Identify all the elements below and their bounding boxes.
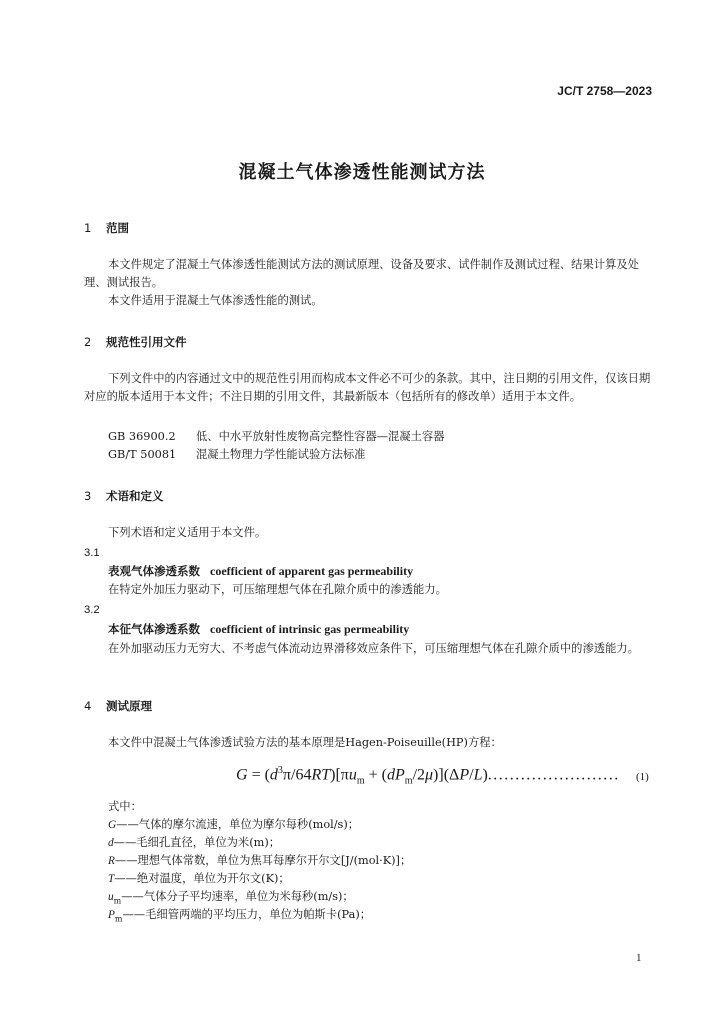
variable-definition <box>108 834 280 852</box>
variable-desc: ——毛细孔直径，单位为米(m)； <box>113 836 281 849</box>
section-title: 规范性引用文件 <box>106 335 187 349</box>
variable-desc: ——毛细管两端的平均压力，单位为帕斯卡(Pa)； <box>122 908 372 921</box>
terms-intro: 下列术语和定义适用于本文件。 <box>108 526 267 539</box>
document-title: 混凝土气体渗透性能测试方法 <box>238 162 486 183</box>
variable-definition <box>108 816 359 834</box>
term-en: coefficient of apparent gas permeability <box>210 564 414 578</box>
section-heading-3 <box>84 488 164 504</box>
variable-symbol: u <box>108 891 114 903</box>
variable-definition <box>108 870 290 888</box>
variable-symbol: G <box>108 819 117 831</box>
hp-equation: $G = (d^3\pi/64RT)[\pi u_m + (dP_m/2\mu)](\Delta P/L)$........................ <box>236 765 620 787</box>
variable-desc: ——气体的摩尔流速，单位为摩尔每秒(mol/s)； <box>116 818 360 831</box>
ref-code: GB/T 50081 <box>108 448 177 461</box>
term-title <box>108 563 413 579</box>
section-title: 测试原理 <box>106 699 152 713</box>
variable-definition <box>108 852 411 870</box>
variable-symbol: R <box>108 855 115 867</box>
ref-name: 低、中水平放射性废物高完整性容器—混凝土容器 <box>196 430 445 443</box>
section-title: 术语和定义 <box>106 489 164 503</box>
standard-number: JC/T 2758—2023 <box>557 84 652 98</box>
variable-desc: ——理想气体常数，单位为焦耳每摩尔开尔文[J/(mol·K)]； <box>114 854 412 867</box>
term-number: 3.2 <box>84 604 100 616</box>
variable-symbol: P <box>108 909 115 921</box>
where-label: 式中： <box>108 800 142 813</box>
ref-item-1 <box>108 428 445 446</box>
section-heading-4 <box>84 698 152 714</box>
term-zh: 表观气体渗透系数 <box>108 564 200 578</box>
section-heading-1 <box>84 220 129 236</box>
section-number: 1 <box>84 221 92 235</box>
section-heading-2 <box>84 334 187 350</box>
formula-number: (1) <box>636 771 649 783</box>
variable-subscript: m <box>114 914 123 924</box>
term-zh: 本征气体渗透系数 <box>108 622 200 636</box>
scope-paragraph-1: 本文件规定了混凝土气体渗透性能测试方法的测试原理、设备及要求、试件制作及测试过程、结果计算及处理、测试报告。 <box>84 258 639 289</box>
page-number: 1 <box>636 952 642 964</box>
ref-name: 混凝土物理力学性能试验方法标准 <box>196 448 366 461</box>
section-number: 2 <box>84 335 92 349</box>
scope-paragraph-2: 本文件适用于混凝土气体渗透性能的测试。 <box>108 294 323 307</box>
term-en: coefficient of intrinsic gas permeability <box>210 622 410 636</box>
ref-item-2 <box>108 446 365 464</box>
section-number: 4 <box>84 699 92 713</box>
variable-symbol: d <box>108 837 114 849</box>
section-number: 3 <box>84 489 92 503</box>
term-definition: 在特定外加压力驱动下，可压缩理想气体在孔隙介质中的渗透能力。 <box>108 583 447 596</box>
ref-code: GB 36900.2 <box>108 430 176 443</box>
term-definition: 在外加驱动压力无穷大、不考虑气体流动边界滑移效应条件下，可压缩理想气体在孔隙介质中的渗透能力。 <box>108 642 639 655</box>
variable-symbol: T <box>108 873 115 885</box>
variable-desc: ——绝对温度，单位为开尔文(K)； <box>114 872 290 885</box>
principle-intro: 本文件中混凝土气体渗透试验方法的基本原理是Hagen-Poiseuille(HP)方程： <box>108 736 502 749</box>
term-number: 3.1 <box>84 547 100 559</box>
variable-desc: ——气体分子平均速率，单位为米每秒(m/s)； <box>121 890 354 903</box>
variable-definition <box>108 906 371 928</box>
variable-subscript: m <box>113 896 122 906</box>
refs-intro-paragraph: 下列文件中的内容通过文中的规范性引用而构成本文件必不可少的条款。其中，注日期的引用文件，仅该日期对应的版本适用于本文件；不注日期的引用文件，其最新版本（包括所有的修改单）适用于本文件。 <box>84 372 651 403</box>
term-title <box>108 621 409 637</box>
section-title: 范围 <box>106 221 129 235</box>
